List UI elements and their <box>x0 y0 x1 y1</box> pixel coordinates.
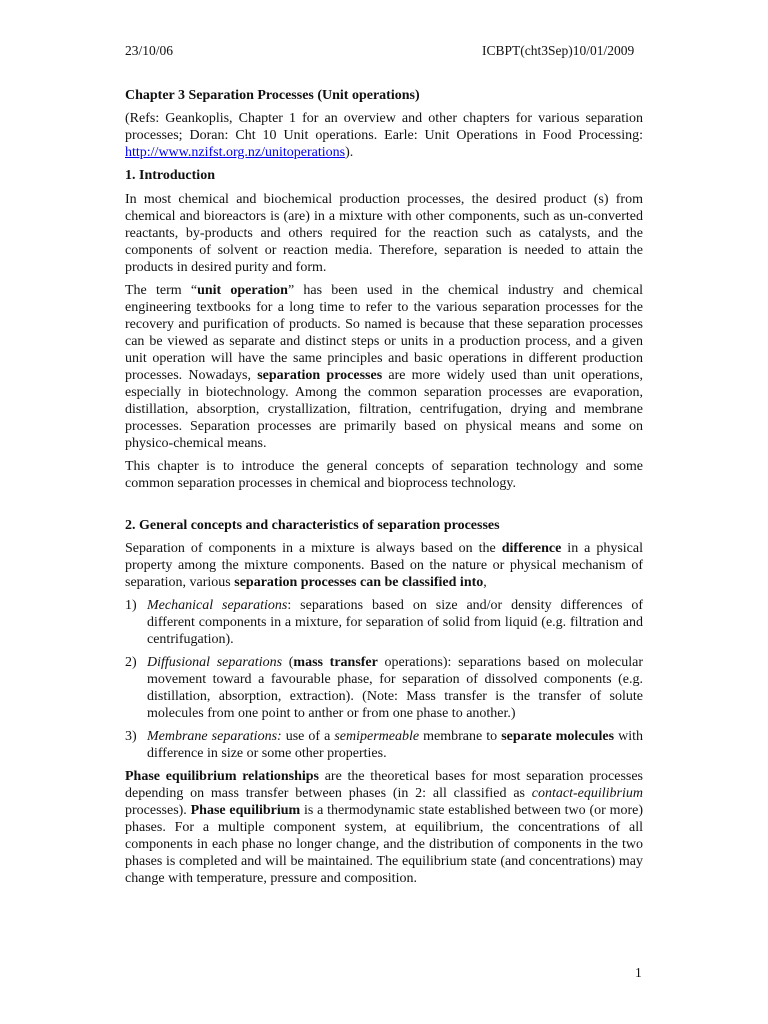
bold-term: separate molecules <box>501 729 615 744</box>
intro-paragraph-3: This chapter is to introduce the general concepts of separation technology and some common separation processes in chemical and bioprocess technology. <box>125 459 643 491</box>
intro-paragraph-1: In most chemical and biochemical production processes, the desired product (s) from chemical and bioreactors is (are) in a mixture with other components, such as un-converted reactants, by-products and others required for the reaction such as catalysts, and the components of solvent or reaction media. Therefore, separation is needed to attain the products in desired purity and form. <box>125 192 643 275</box>
header-reference: ICBPT(cht3Sep)10/01/2009 <box>482 43 635 58</box>
text-run: operations): separations based on molecular movement toward a favourable phase, for separation of dissolved components (e.g. distillation, absorption, extraction). (Note: Mass transfer is the transfer of solute molecules from one point to anther or from one phase to another.) <box>147 655 643 721</box>
text-run: with difference in size or some other properties. <box>147 729 643 761</box>
separation-types-list <box>125 597 643 762</box>
refs-paragraph <box>125 110 643 161</box>
text-run: processes). <box>125 803 191 818</box>
refs-text-end: ). <box>345 145 354 160</box>
text-run: use of a <box>281 729 335 744</box>
bold-term: difference <box>501 541 562 556</box>
section-2-heading: 2. General concepts and characteristics of separation processes <box>125 518 500 533</box>
text-run: ( <box>282 655 294 670</box>
italic-term: Diffusional separations <box>147 655 283 670</box>
list-item <box>125 654 643 722</box>
list-number: 1) <box>125 598 137 613</box>
intro-paragraph-2 <box>125 282 643 452</box>
page-body <box>125 87 643 887</box>
text-run: : separations based on size and/or density differences of different components in a mixture, for separation of solid from liquid (e.g. filtration and centrifugation). <box>147 598 643 647</box>
section-1-heading: 1. Introduction <box>125 168 215 183</box>
list-item <box>125 597 643 648</box>
chapter-title: Chapter 3 Separation Processes (Unit operations) <box>125 88 420 103</box>
text-run: is a thermodynamic state established between two (or more) phases. For a multiple component system, at equilibrium, the concentrations of all components in each phase no longer change, and the distribution of components in the two phases is completed and will be maintained. The equilibrium state (and concentrations) may change with temperature, pressure and composition. <box>125 803 644 886</box>
italic-term: contact-equilibrium <box>531 786 643 801</box>
text-run: ” has been used in the chemical industry and chemical engineering textbooks for a long time to refer to the various separation processes for the recovery and purification of products. So named is because that these separation processes can be viewed as separate and distinct steps or units in a production process, and a given unit operation will have the same principles and basic operations in different production processes. Nowadays, <box>125 283 643 383</box>
italic-term: semipermeable <box>334 729 420 744</box>
concepts-paragraph-2 <box>125 768 643 887</box>
text-run: are the theoretical bases for most separation processes depending on mass transfer between phases (in 2: all classified as <box>125 769 643 801</box>
bold-term: Phase equilibrium relationships <box>125 769 319 784</box>
text-run: membrane to <box>419 729 502 744</box>
bold-term: separation processes can be classified into <box>234 575 484 590</box>
text-run: Separation of components in a mixture is always based on the <box>125 541 502 556</box>
bold-term: separation processes <box>257 368 383 383</box>
text-run: The term “ <box>125 283 198 298</box>
italic-term: Membrane separations: <box>147 729 282 744</box>
concepts-paragraph-1 <box>125 540 643 591</box>
page-number: 1 <box>635 965 642 980</box>
refs-link[interactable]: http://www.nzifst.org.nz/unitoperations <box>125 145 346 160</box>
list-number: 3) <box>125 729 137 744</box>
header-date: 23/10/06 <box>125 43 174 58</box>
bold-term: Phase equilibrium <box>190 803 301 818</box>
bold-term: unit operation <box>197 283 288 298</box>
bold-term: mass transfer <box>293 655 378 670</box>
list-item <box>125 728 643 762</box>
text-run: , <box>483 575 487 590</box>
text-run: in a physical property among the mixture components. Based on the nature or physical mechanism of separation, various <box>125 541 643 590</box>
italic-term: Mechanical separations <box>147 598 288 613</box>
text-run: are more widely used than unit operations, especially in biotechnology. Among the common separation processes are evaporation, distillation, absorption, crystallization, filtration, centrifugation, drying and membrane processes. Separation processes are primarily based on physical means and some on physico-chemical means. <box>125 368 643 451</box>
refs-text: (Refs: Geankoplis, Chapter 1 for an overview and other chapters for various separation processes; Doran: Cht 10 Unit operations. Earle: Unit Operations in Food Processing: <box>125 111 643 143</box>
list-number: 2) <box>125 655 137 670</box>
